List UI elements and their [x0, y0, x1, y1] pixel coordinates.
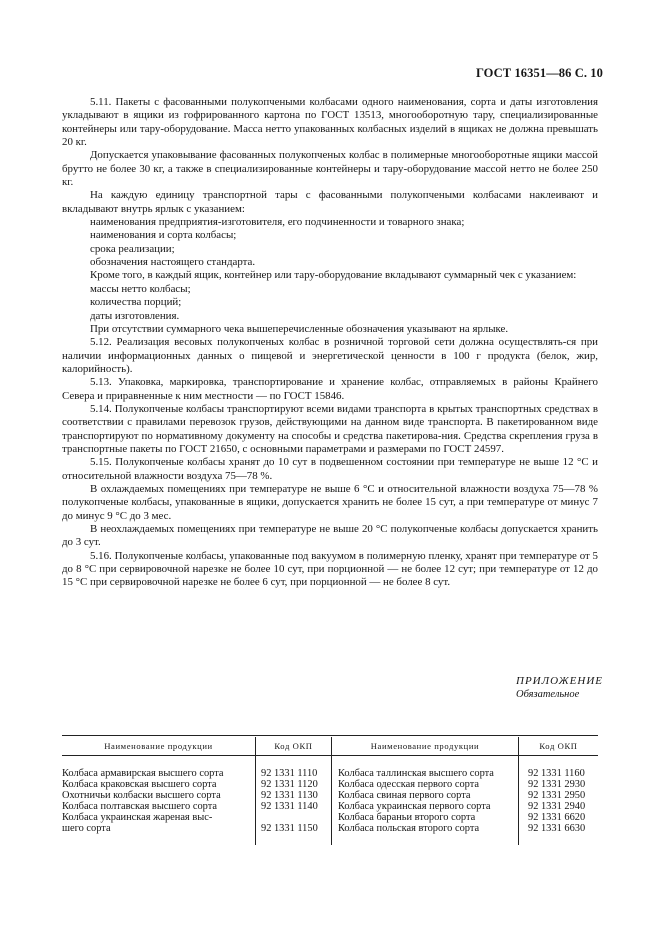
paragraph-5-12: 5.12. Реализация весовых полукопченых колбас в розничной торговой сети должна осуществлять-ся при наличии информационных данных о пищевой и энергетической ценности в 100 г продукта (белок, жир, калорийность).: [62, 336, 598, 375]
table-cell-product: шего сорта: [62, 823, 111, 834]
paragraph-5-16: 5.16. Полукопченые колбасы, упакованные под вакуумом в полимерную пленку, хранят при температуре от 5 до 8 °С при сервировочной нарезке не более 10 сут, при порционной — не более 12 сут; при температуре от 12 до 15 °С при сервировочной нарезке не более 6 сут, при порционной — не более 8 сут.: [62, 549, 598, 589]
list-item: даты изготовления.: [90, 309, 180, 322]
table-cell-product: Колбаса одесская первого сорта: [338, 779, 479, 790]
table-cell-code: 92 1331 1120: [261, 779, 318, 790]
table-cell-product: Колбаса таллинская высшего сорта: [338, 768, 494, 779]
appendix-heading: [516, 675, 603, 700]
paragraph-5-14: 5.14. Полукопченые колбасы транспортируют всеми видами транспорта в крытых транспортных средствах в соответствии с правилами перевозок грузов, действующими на данном виде транспорта. В пакетированном виде транспортируют по нормативному документу на способы и средства пакетирова-ния. Средства скрепления груза в транспортные пакеты по ГОСТ 21650, с основными параметрами и размерами по ГОСТ 24597.: [62, 402, 598, 455]
column-header-product: Наименование продукции: [370, 741, 480, 751]
list-item: количества порций;: [90, 296, 182, 309]
table-cell-code: 92 1331 1160: [528, 768, 585, 779]
table-cell-product: Колбаса полтавская высшего сорта: [62, 801, 217, 812]
table-cell-product: Колбаса краковская высшего сорта: [62, 779, 217, 790]
paragraph: Допускается упаковывание фасованных полукопченых колбас в полимерные многооборотные ящики массой брутто не более 30 кг, а также в специализированные контейнеры и тару-оборудование массой нетто не более 250 кг.: [62, 149, 598, 189]
column-header-code: Код ОКП: [539, 741, 578, 751]
table-cell-code: 92 1331 1150: [261, 823, 318, 834]
list-item: срока реализации;: [90, 242, 175, 255]
paragraph-5-15: 5.15. Полукопченые колбасы хранят до 10 сут в подвешенном состоянии при температуре не выше 12 °С и относительной влажности воздуха 75—78 %.: [62, 456, 598, 482]
body-text: [62, 96, 598, 590]
table-cell-code: 92 1331 1110: [261, 768, 318, 779]
table-cell-product: Колбаса украинская первого сорта: [338, 801, 491, 812]
table-cell-product: Колбаса армавирская высшего сорта: [62, 768, 224, 779]
paragraph: В неохлаждаемых помещениях при температуре не выше 20 °С полукопченые колбасы допускается хранить до 3 сут.: [62, 523, 598, 549]
table-cell-code: 92 1331 2930: [528, 779, 586, 790]
list-item: обозначения настоящего стандарта.: [90, 256, 256, 269]
paragraph: При отсутствии суммарного чека вышеперечисленные обозначения указывают на ярлыке.: [90, 322, 509, 335]
paragraph: На каждую единицу транспортной тары с фасованными полукопчеными колбасами наклеивают и вкладывают внутрь ярлык с указанием:: [62, 189, 598, 215]
table-cell-product: Колбаса свиная первого сорта: [338, 790, 471, 801]
paragraph-5-13: 5.13. Упаковка, маркировка, транспортирование и хранение колбас, отправляемых в районы Крайнего Севера и приравненные к ним местности — по ГОСТ 15846.: [62, 376, 598, 402]
column-divider: [255, 737, 256, 845]
table-cell-code: 92 1331 2940: [528, 801, 586, 812]
table-cell-product: Охотничьи колбаски высшего сорта: [62, 790, 221, 801]
appendix-title: ПРИЛОЖЕНИЕ: [516, 675, 603, 687]
column-header-product: Наименование продукции: [104, 741, 213, 751]
list-item: наименования и сорта колбасы;: [90, 229, 237, 242]
appendix-subtitle: Обязательное: [516, 689, 580, 700]
paragraph-5-11: 5.11. Пакеты с фасованными полукопчеными колбасами одного наименования, сорта и даты изготовления укладывают в ящики из гофрированного картона по ГОСТ 13513, многооборотную тару, специализированные контейнеры или тару-оборудование. Масса нетто упакованных колбасных изделий в ящиках не должна превышать 20 кг.: [62, 96, 598, 149]
paragraph: Кроме того, в каждый ящик, контейнер или тару-оборудование вкладывают суммарный чек с указанием:: [90, 269, 577, 282]
table-top-rule: [62, 735, 598, 736]
column-divider: [518, 737, 519, 845]
page-header: ГОСТ 16351—86 С. 10: [475, 66, 603, 80]
paragraph: В охлаждаемых помещениях при температуре не выше 6 °С и относительной влажности воздуха 75—78 % полукопченые колбасы, упакованные в ящики, допускается хранить не более 15 сут, а при температуре от минус 7 до минус 9 °С до 3 мес.: [62, 482, 598, 522]
table-cell-code: 92 1331 6630: [528, 823, 586, 834]
table-cell-code: 92 1331 1130: [261, 790, 318, 801]
list-item: наименования предприятия-изготовителя, его подчиненности и товарного знака;: [90, 216, 465, 229]
table-cell-code: 92 1331 1140: [261, 801, 318, 812]
table-cell-product: Колбаса бараньи второго сорта: [338, 812, 476, 823]
table-cell-code: 92 1331 2950: [528, 790, 586, 801]
table-cell-product: Колбаса польская второго сорта: [338, 823, 480, 834]
column-divider: [331, 737, 332, 845]
table-cell-product: Колбаса украинская жареная выс-: [62, 812, 213, 823]
list-item: массы нетто колбасы;: [90, 282, 191, 295]
column-header-code: Код ОКП: [274, 741, 313, 751]
table-cell-code: 92 1331 6620: [528, 812, 586, 823]
